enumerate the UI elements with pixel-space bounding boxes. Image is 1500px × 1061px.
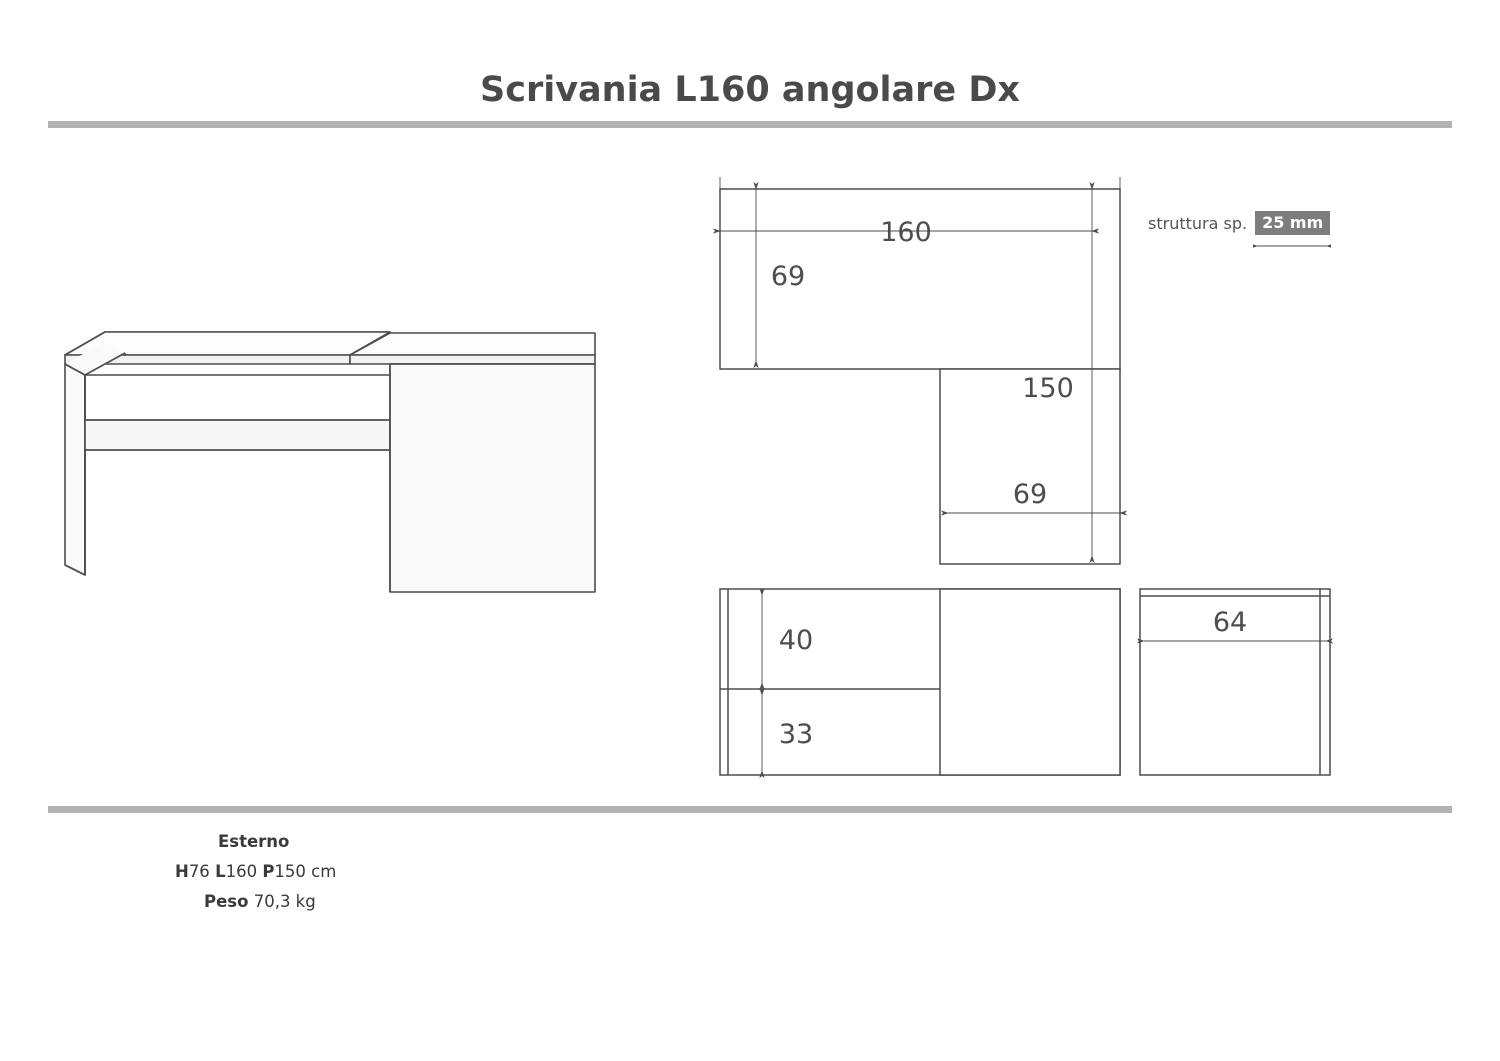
spec-unit: cm xyxy=(311,862,337,881)
structure-thickness-label: struttura sp. xyxy=(1148,213,1248,233)
divider-top xyxy=(48,121,1452,128)
dim-depth-69: 69 xyxy=(770,261,806,292)
specs-weight xyxy=(170,892,670,911)
dim-upper-40: 40 xyxy=(778,625,814,656)
spec-depth-value: 150 xyxy=(274,862,306,881)
divider-bottom xyxy=(48,806,1452,813)
dim-return-depth-69: 69 xyxy=(1012,479,1048,510)
spec-length-value: 160 xyxy=(225,862,258,881)
spec-height-key: H xyxy=(175,862,189,881)
dim-return-150: 150 xyxy=(1022,373,1074,404)
dim-side-64: 64 xyxy=(1212,607,1248,638)
structure-thickness-block xyxy=(1148,208,1330,238)
spec-weight-key: Peso xyxy=(204,892,249,911)
spec-depth-key: P xyxy=(262,862,275,881)
perspective-view xyxy=(40,320,620,620)
structure-thickness-badge: 25 mm xyxy=(1255,211,1330,235)
technical-drawings xyxy=(700,175,1360,795)
spec-length-key: L xyxy=(215,862,226,881)
structure-thickness-arrow xyxy=(1253,240,1331,252)
page-title: Scrivania L160 angolare Dx xyxy=(480,70,1020,110)
specs-dimensions xyxy=(170,862,670,881)
spec-weight-value: 70,3 kg xyxy=(253,892,316,911)
spec-height-value: 76 xyxy=(188,862,210,881)
dim-lower-33: 33 xyxy=(778,719,814,750)
specs-block xyxy=(170,832,670,922)
specs-section-title: Esterno xyxy=(218,832,290,851)
dim-width-160: 160 xyxy=(880,217,932,248)
